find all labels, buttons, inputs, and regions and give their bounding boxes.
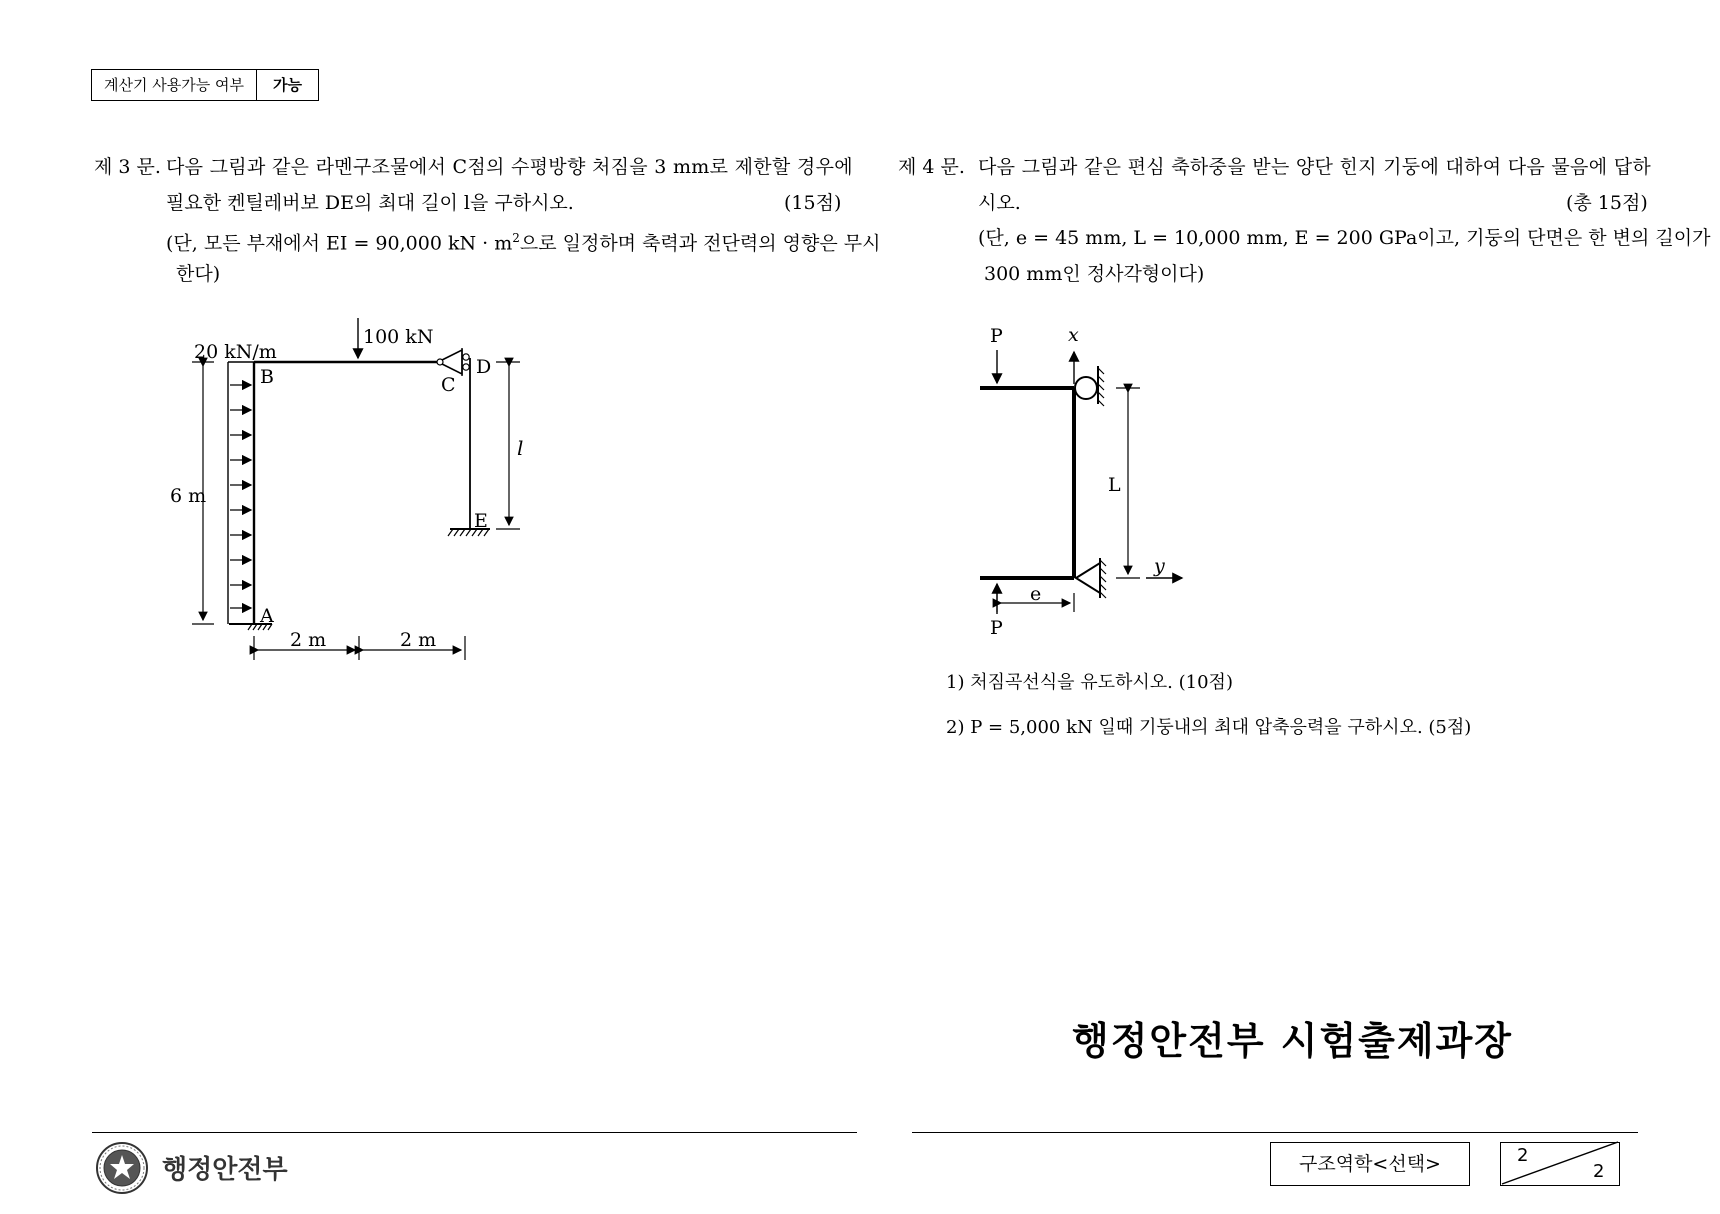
page-number-box bbox=[1500, 1142, 1620, 1186]
footer-rule-left bbox=[92, 1132, 857, 1133]
label-a: A bbox=[260, 605, 274, 627]
ministry-seal-icon bbox=[94, 1140, 154, 1196]
ministry-name: 행정안전부 bbox=[162, 1155, 288, 1185]
q4-sub2: 2) P = 5,000 kN 일때 기둥내의 최대 압축응력을 구하시오. (5점) bbox=[946, 717, 1472, 738]
footer-issuer-title: 행정안전부 시험출제과장 bbox=[1072, 1019, 1514, 1063]
q4-column-figure bbox=[980, 324, 1182, 639]
calculator-value: 가능 bbox=[272, 76, 302, 94]
dist-load-arrows bbox=[230, 385, 251, 608]
roller-support-top bbox=[1075, 377, 1097, 399]
label-6m: 6 m bbox=[170, 485, 207, 507]
q4-line1: 다음 그림과 같은 편심 축하중을 받는 양단 힌지 기둥에 대하여 다음 물음에 답하 bbox=[978, 156, 1652, 178]
label-d: D bbox=[476, 356, 492, 378]
calculator-label: 계산기 사용가능 여부 bbox=[92, 70, 257, 100]
q3-cond1-a: (단, 모든 부재에서 EI = 90,000 kN · m bbox=[166, 232, 513, 255]
q3-points: (15점) bbox=[784, 192, 842, 214]
label-2m-1: 2 m bbox=[290, 629, 327, 651]
q3-line2: 필요한 켄틸레버보 DE의 최대 길이 l을 구하시오. bbox=[166, 192, 574, 214]
label-b: B bbox=[260, 366, 274, 388]
label-point-load: 100 kN bbox=[363, 326, 434, 348]
q3-line1: 다음 그림과 같은 라멘구조물에서 C점의 수평방향 처짐을 3 mm로 제한할 경우에 bbox=[166, 156, 853, 178]
label-y: y bbox=[1154, 555, 1165, 577]
hinge-c bbox=[437, 348, 469, 376]
label-e-dim: e bbox=[1030, 583, 1042, 605]
page-total: 2 bbox=[1593, 1161, 1605, 1182]
q4-sub1: 1) 처짐곡선식을 유도하시오. (10점) bbox=[946, 672, 1233, 693]
q3-cond1-sup: 2 bbox=[512, 231, 520, 245]
footer-rule-right bbox=[912, 1132, 1638, 1133]
q4-condition-line2: 300 mm인 정사각형이다) bbox=[984, 263, 1205, 285]
q4-number: 제 4 문. bbox=[898, 156, 965, 178]
q4-points: (총 15점) bbox=[1566, 192, 1648, 214]
page-current: 2 bbox=[1517, 1145, 1529, 1166]
label-L: L bbox=[1108, 474, 1121, 496]
label-x: x bbox=[1068, 324, 1079, 346]
label-2m-2: 2 m bbox=[400, 629, 437, 651]
label-c: C bbox=[441, 374, 456, 396]
label-l: l bbox=[517, 436, 524, 460]
label-p-bottom: P bbox=[990, 617, 1003, 639]
q3-cond1-b: 으로 일정하며 축력과 전단력의 영향은 무시 bbox=[519, 232, 881, 255]
label-p-top: P bbox=[990, 325, 1003, 347]
q3-condition-line2: 한다) bbox=[176, 263, 221, 285]
q4-line2: 시오. bbox=[978, 192, 1021, 214]
pin-support-bottom bbox=[1076, 563, 1100, 593]
label-e: E bbox=[474, 510, 488, 532]
subject-box: 구조역학<선택> bbox=[1270, 1142, 1470, 1186]
label-dist-load: 20 kN/m bbox=[194, 341, 277, 363]
q3-number: 제 3 문. bbox=[94, 156, 161, 178]
q4-condition-line1: (단, e = 45 mm, L = 10,000 mm, E = 200 GPa이고, 기둥의 단면은 한 변의 길이가 bbox=[978, 227, 1711, 249]
